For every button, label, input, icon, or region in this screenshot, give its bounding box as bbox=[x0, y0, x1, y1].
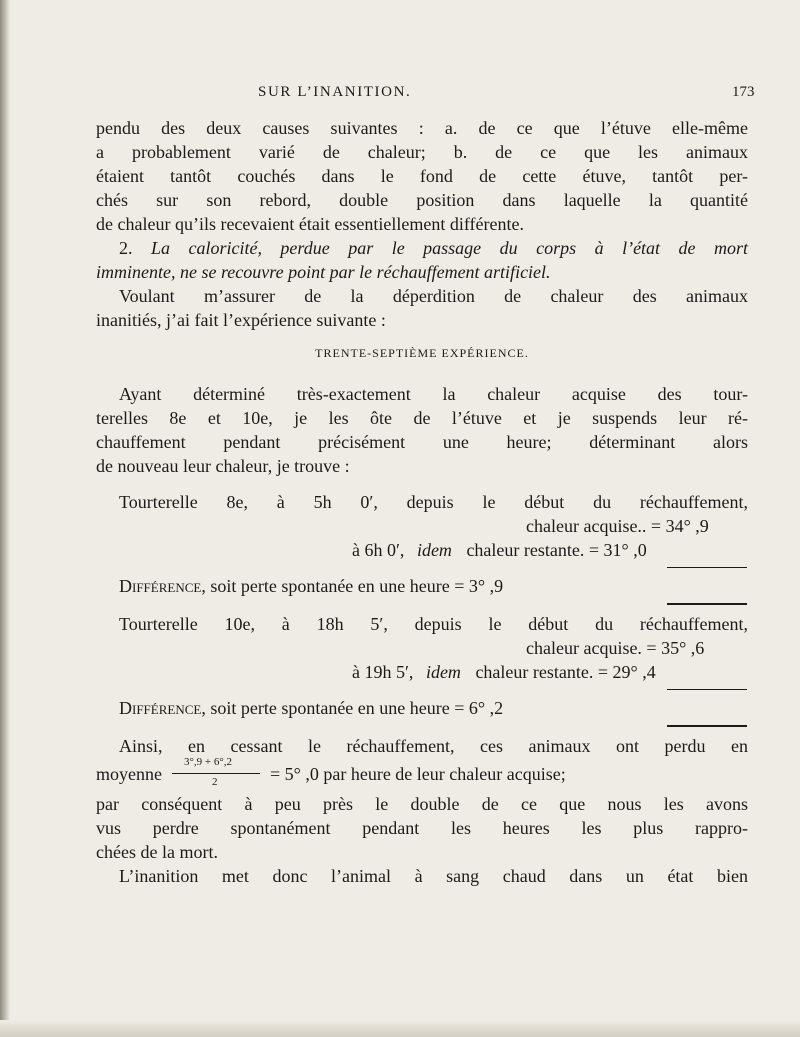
text-line: chés sur son rebord, double position dans laquelle la quantité bbox=[96, 190, 748, 210]
page-number: 173 bbox=[732, 84, 755, 100]
sum-rule bbox=[667, 689, 747, 690]
measurement-value: chaleur acquise. = 35° ,6 bbox=[526, 638, 705, 658]
text-line: chauffement pendant précisément une heure; déterminant alors bbox=[96, 432, 748, 452]
section-title-line bbox=[96, 260, 748, 284]
result-rule bbox=[667, 603, 747, 605]
fraction-bar bbox=[172, 773, 260, 774]
measurement-time: à 6h 0′, bbox=[352, 540, 405, 560]
text-line: Ainsi, en cessant le réchauffement, ces animaux ont perdu en bbox=[119, 736, 748, 756]
difference-value: , soit perte spontanée en une heure = 6° ,2 bbox=[201, 698, 504, 718]
moyenne-result: = 5° ,0 par heure de leur chaleur acquise; bbox=[270, 764, 566, 784]
text-line: L’inanition met donc l’animal à sang chaud dans un état bien bbox=[119, 866, 748, 886]
difference-value: , soit perte spontanée en une heure = 3° ,9 bbox=[201, 576, 504, 596]
experiment-heading: TRENTE-SEPTIÈME EXPÉRIENCE. bbox=[315, 346, 529, 360]
text-line: étaient tantôt couchés dans le fond de cette étuve, tantôt per- bbox=[96, 166, 748, 186]
result-rule bbox=[667, 725, 747, 727]
measurement-value: chaleur acquise.. = 34° ,9 bbox=[526, 516, 709, 536]
fraction-denominator: 2 bbox=[212, 776, 218, 788]
text-line: Ayant déterminé très-exactement la chaleur acquise des tour- bbox=[119, 384, 748, 404]
text-line: par conséquent à peu près le double de ce que nous les avons bbox=[96, 794, 748, 814]
page-header bbox=[0, 84, 800, 108]
measurement-value: chaleur restante. = 31° ,0 bbox=[466, 540, 647, 560]
page-gutter-shadow bbox=[0, 0, 10, 1037]
idem-label: idem bbox=[425, 662, 461, 682]
idem-label: idem bbox=[416, 540, 452, 560]
text-line: chées de la mort. bbox=[96, 842, 218, 862]
text-line: Voulant m’assurer de la déperdition de chaleur des animaux bbox=[119, 286, 748, 306]
section-title: La caloricité, perdue par le passage du corps à l’état de mort bbox=[150, 238, 749, 258]
moyenne-line bbox=[96, 762, 162, 786]
difference-label: Différence bbox=[119, 576, 202, 596]
text-line: terelles 8e et 10e, je les ôte de l’étuve et je suspends leur ré- bbox=[96, 408, 748, 428]
measurement-line: Tourterelle 8e, à 5h 0′, depuis le début du réchauffement, bbox=[119, 492, 748, 512]
measurement-line bbox=[352, 660, 656, 684]
measurement-value: chaleur restante. = 29° ,4 bbox=[475, 662, 656, 682]
difference-label: Différence bbox=[119, 698, 202, 718]
page-bottom-edge bbox=[0, 1020, 800, 1037]
text-line: pendu des deux causes suivantes : a. de ce que l’étuve elle-même bbox=[96, 118, 748, 138]
text-line: a probablement varié de chaleur; b. de ce que les animaux bbox=[96, 142, 748, 162]
text-line: de nouveau leur chaleur, je trouve : bbox=[96, 456, 350, 476]
sum-rule bbox=[667, 567, 747, 568]
difference-line bbox=[119, 574, 503, 598]
measurement-time: à 19h 5′, bbox=[352, 662, 414, 682]
text-line: de chaleur qu’ils recevaient était essentiellement différente. bbox=[96, 214, 524, 234]
fraction-numerator: 3°,9 + 6°,2 bbox=[184, 756, 233, 768]
measurement-line bbox=[352, 538, 647, 562]
moyenne-word: moyenne bbox=[96, 764, 162, 784]
difference-line bbox=[119, 696, 503, 720]
measurement-line: Tourterelle 10e, à 18h 5′, depuis le début du réchauffement, bbox=[119, 614, 748, 634]
section-number: 2. bbox=[119, 238, 133, 258]
text-line: inanitiés, j’ai fait l’expérience suivante : bbox=[96, 310, 386, 330]
text-line: vus perdre spontanément pendant les heures les plus rappro- bbox=[96, 818, 748, 838]
running-title: SUR L’INANITION. bbox=[258, 84, 412, 100]
section-title-line bbox=[119, 236, 748, 260]
section-title-cont: imminente, ne se recouvre point par le réchauffement artificiel. bbox=[96, 262, 551, 282]
